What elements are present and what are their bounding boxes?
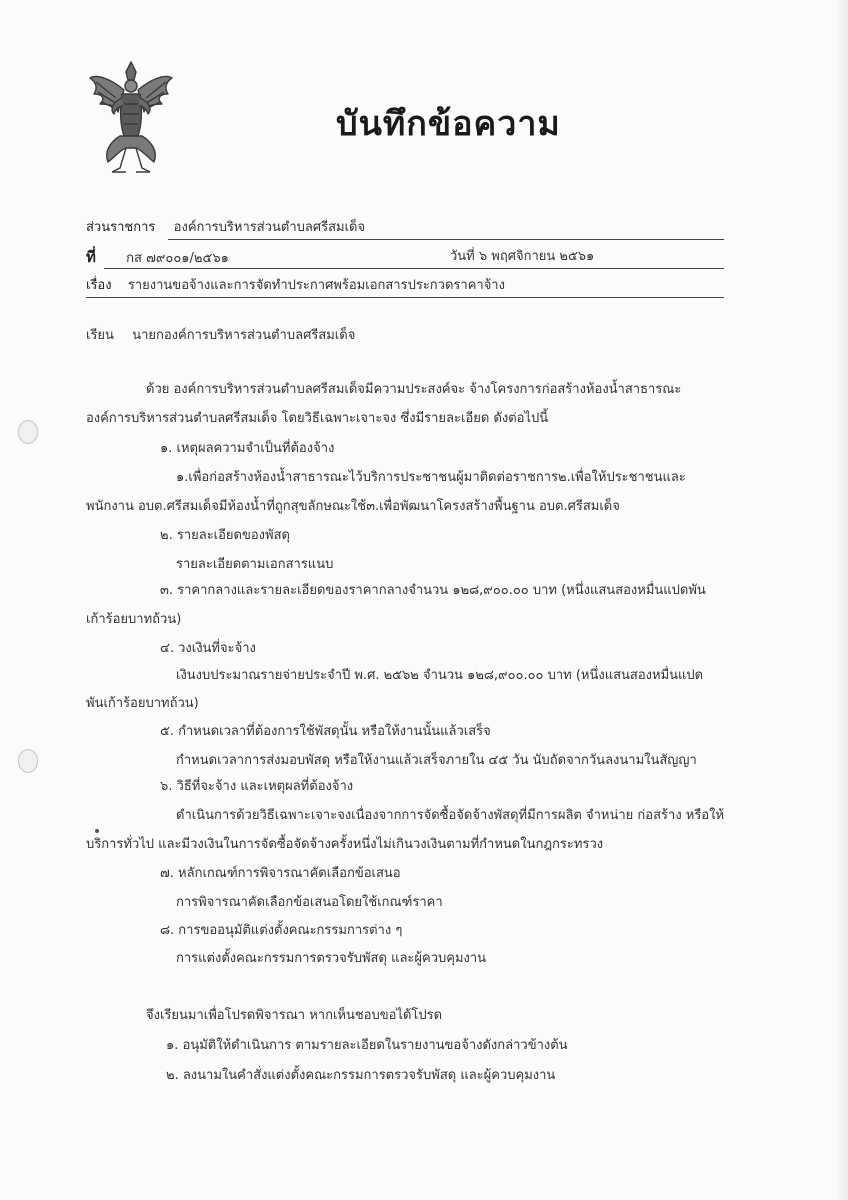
section-3-line-1: เก้าร้อยบาทถ้วน) (86, 612, 182, 627)
reference-underline (104, 268, 724, 269)
salutation-value: นายกองค์การบริหารส่วนตำบลศรีสมเด็จ (132, 328, 356, 343)
agency-value: องค์การบริหารส่วนตำบลศรีสมเด็จ (173, 220, 366, 235)
agency-row (86, 216, 365, 237)
subject-value: รายงานขอจ้างและการจัดทำประกาศพร้อมเอกสารประกวดราคาจ้าง (127, 278, 505, 293)
garuda-emblem (86, 58, 176, 176)
date-text: วันที่ ๖ พฤศจิกายน ๒๕๖๑ (450, 249, 595, 264)
reference-number: กส ๗๙๐๐๑/๒๕๖๑ (126, 251, 229, 266)
section-1-line-1: ๑.เพื่อก่อสร้างห้องน้ำสาธารณะไว้บริการประชาชนผู้มาติดต่อราชการ๒.เพื่อให้ประชาชนและ (176, 470, 686, 485)
closing-text: จึงเรียนมาเพื่อโปรดพิจารณา หากเห็นชอบขอได้โปรด (146, 1008, 443, 1023)
section-6-heading: ๖. วิธีที่จะจ้าง และเหตุผลที่ต้องจ้าง (160, 779, 354, 794)
request-1: ๑. อนุมัติให้ดำเนินการ ตามรายละเอียดในรายงานขอจ้างดังกล่าวข้างต้น (166, 1038, 568, 1053)
section-4-line-2: พันเก้าร้อยบาทถ้วน) (86, 696, 199, 711)
salutation-label: เรียน (86, 328, 114, 343)
subject-row (86, 274, 505, 295)
section-8-line-1: การแต่งตั้งคณะกรรมการตรวจรับพัสดุ และผู้ควบคุมงาน (176, 951, 487, 966)
agency-underline (168, 239, 724, 240)
intro-line-2: องค์การบริหารส่วนตำบลศรีสมเด็จ โดยวิธีเฉพาะเจาะจง ซึ่งมีรายละเอียด ดังต่อไปนี้ (86, 411, 549, 426)
agency-label: ส่วนราชการ (86, 220, 156, 235)
section-5-line-1: กำหนดเวลาการส่งมอบพัสดุ หรือให้งานแล้วเสร็จภายใน ๔๕ วัน นับถัดจากวันลงนามในสัญญา (176, 753, 697, 768)
request-2: ๒. ลงนามในคำสั่งแต่งตั้งคณะกรรมการตรวจรับพัสดุ และผู้ควบคุมงาน (166, 1068, 556, 1083)
reference-row (86, 245, 229, 269)
section-6-line-1: ดำเนินการด้วยวิธีเฉพาะเจาะจงเนื่องจากการจัดซื้อจัดจ้างพัสดุที่มีการผลิต จำหน่าย ก่อสร้าง หรือให้ (176, 808, 725, 823)
hole-punch-top (18, 420, 38, 444)
section-2-line-1: รายละเอียดตามเอกสารแนบ (176, 557, 334, 572)
section-1-heading: ๑. เหตุผลความจำเป็นที่ต้องจ้าง (160, 441, 335, 456)
subject-label: เรื่อง (86, 278, 112, 293)
section-5-heading: ๕. กำหนดเวลาที่ต้องการใช้พัสดุนั้น หรือให้งานนั้นแล้วเสร็จ (160, 724, 491, 739)
section-2-heading: ๒. รายละเอียดของพัสดุ (160, 528, 290, 543)
section-8-heading: ๘. การขออนุมัติแต่งตั้งคณะกรรมการต่าง ๆ (160, 923, 403, 938)
page-edge-shadow (836, 0, 848, 1200)
section-4-heading: ๔. วงเงินที่จะจ้าง (160, 641, 256, 656)
memo-title: บันทึกข้อความ (336, 104, 561, 144)
section-7-line-1: การพิจารณาคัดเลือกข้อเสนอโดยใช้เกณฑ์ราคา (176, 895, 443, 910)
section-6-line-2: บริการทั่วไป และมีวงเงินในการจัดซื้อจัดจ้างครั้งหนึ่งไม่เกินวงเงินตามที่กำหนดในกฎกระทรวง (86, 837, 604, 852)
section-3-heading: ๓. ราคากลางและรายละเอียดของราคากลางจำนวน ๑๒๘,๙๐๐.๐๐ บาท (หนึ่งแสนสองหมื่นแปดพัน (160, 583, 706, 598)
reference-label: ที่ (86, 248, 96, 266)
subject-underline (86, 297, 724, 298)
section-7-heading: ๗. หลักเกณฑ์การพิจารณาคัดเลือกข้อเสนอ (160, 866, 401, 881)
hole-punch-bottom (18, 749, 38, 773)
salutation-row (86, 324, 355, 345)
intro-line-1: ด้วย องค์การบริหารส่วนตำบลศรีสมเด็จมีความประสงค์จะ จ้างโครงการก่อสร้างห้องน้ำสาธารณะ (146, 382, 682, 397)
section-4-line-1: เงินงบประมาณรายจ่ายประจำปี พ.ศ. ๒๕๖๒ จำนวน ๑๒๘,๙๐๐.๐๐ บาท (หนึ่งแสนสองหมื่นแปด (176, 668, 704, 683)
section-1-line-2: พนักงาน อบต.ศรีสมเด็จมีห้องน้ำที่ถูกสุขลักษณะใช้๓.เพื่อพัฒนาโครงสร้างพื้นฐาน อบต.ศรีสมเด็จ (86, 499, 620, 514)
